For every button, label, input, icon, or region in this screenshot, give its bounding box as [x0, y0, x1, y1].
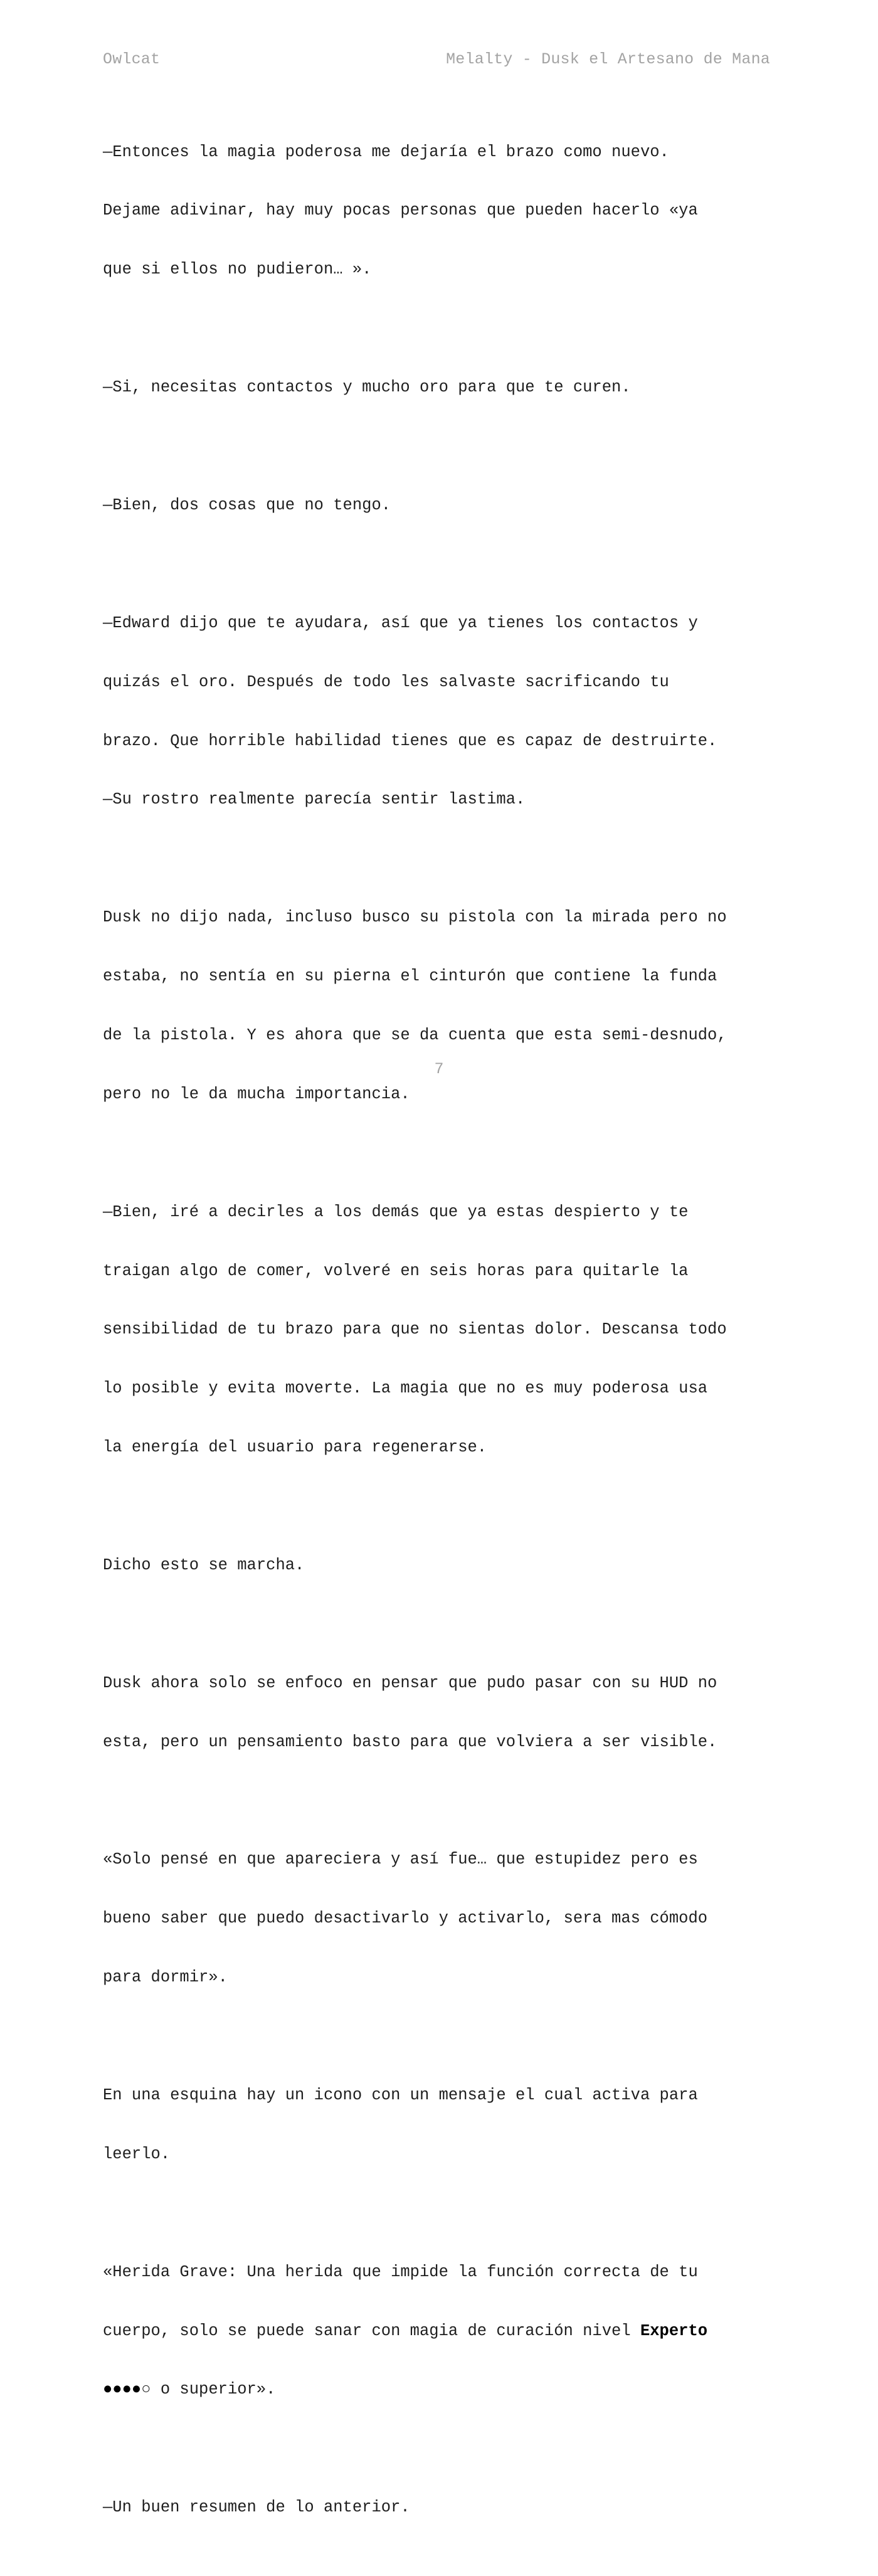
header-title: Melalty - Dusk el Artesano de Mana [446, 50, 770, 68]
text-segment: cuerpo, solo se puede sanar con magia de curación nivel [103, 2321, 640, 2340]
text-line: lo posible y evita moverte. La magia que no es muy poderosa usa [103, 1379, 708, 1398]
wound-paragraph [103, 2223, 777, 2439]
text-line: que si ellos no pudieron… ». [103, 260, 372, 279]
paragraph-last [103, 2459, 777, 2557]
text-line: de la pistola. Y es ahora que se da cuenta que esta semi-desnudo, [103, 1026, 727, 1044]
paragraph-4 [103, 574, 777, 849]
text-line: «Herida Grave: Una herida que impide la función correcta de tu [103, 2262, 698, 2281]
text-line: pero no le da mucha importancia. [103, 1084, 410, 1103]
paragraph-10 [103, 2046, 777, 2203]
skill-level-dots: ●●●● [103, 2380, 142, 2399]
text-line: —Un buen resumen de lo anterior. [103, 2498, 410, 2517]
paragraph-7 [103, 1516, 777, 1614]
paragraph-1 [103, 103, 777, 319]
text-line: bueno saber que puedo desactivarlo y activarlo, sera mas cómodo [103, 1909, 708, 1928]
text-line: «Solo pensé en que apareciera y así fue… que estupidez pero es [103, 1850, 698, 1869]
text-line: —Bien, dos cosas que no tengo. [103, 496, 391, 514]
text-line: para dormir». [103, 1968, 228, 1987]
text-line: —Si, necesitas contactos y mucho oro para que te curen. [103, 378, 631, 397]
text-segment: ○ o superior». [141, 2380, 276, 2399]
skill-level-label: Experto [640, 2321, 708, 2340]
paragraph-3 [103, 456, 777, 554]
paragraph-5 [103, 869, 777, 1143]
text-line: Dejame adivinar, hay muy pocas personas que pueden hacerlo «ya [103, 201, 698, 220]
text-line: —Edward dijo que te ayudara, así que ya tienes los contactos y [103, 613, 698, 632]
text-line: Dicho esto se marcha. [103, 1556, 305, 1574]
text-line: —Su rostro realmente parecía sentir lastima. [103, 790, 526, 809]
page-header [103, 50, 770, 68]
text-line: En una esquina hay un icono con un mensaje el cual activa para [103, 2086, 698, 2104]
paragraph-9 [103, 1811, 777, 2027]
paragraph-6 [103, 1163, 777, 1497]
page-number: 7 [434, 1060, 444, 1078]
text-line: —Entonces la magia poderosa me dejaría el brazo como nuevo. [103, 142, 669, 161]
text-line [103, 2321, 777, 2341]
text-line: Dusk no dijo nada, incluso busco su pistola con la mirada pero no [103, 908, 727, 927]
paragraph-2 [103, 339, 777, 437]
text-line: traigan algo de comer, volveré en seis horas para quitarle la [103, 1261, 689, 1280]
text-line: quizás el oro. Después de todo les salvaste sacrificando tu [103, 672, 669, 691]
text-line: leerlo. [103, 2144, 171, 2163]
header-author: Owlcat [103, 50, 161, 68]
paragraph-8 [103, 1634, 777, 1791]
text-line: brazo. Que horrible habilidad tienes que es capaz de destruirte. [103, 731, 717, 750]
text-line: —Bien, iré a decirles a los demás que ya estas despierto y te [103, 1202, 689, 1221]
text-line: estaba, no sentía en su pierna el cinturón que contiene la funda [103, 967, 717, 986]
text-line: esta, pero un pensamiento basto para que volviera a ser visible. [103, 1732, 717, 1751]
text-line: sensibilidad de tu brazo para que no sientas dolor. Descansa todo [103, 1320, 727, 1339]
page-body [103, 103, 777, 2576]
text-line: Dusk ahora solo se enfoco en pensar que pudo pasar con su HUD no [103, 1673, 717, 1692]
text-line: la energía del usuario para regenerarse. [103, 1438, 487, 1457]
text-line [103, 2380, 777, 2399]
